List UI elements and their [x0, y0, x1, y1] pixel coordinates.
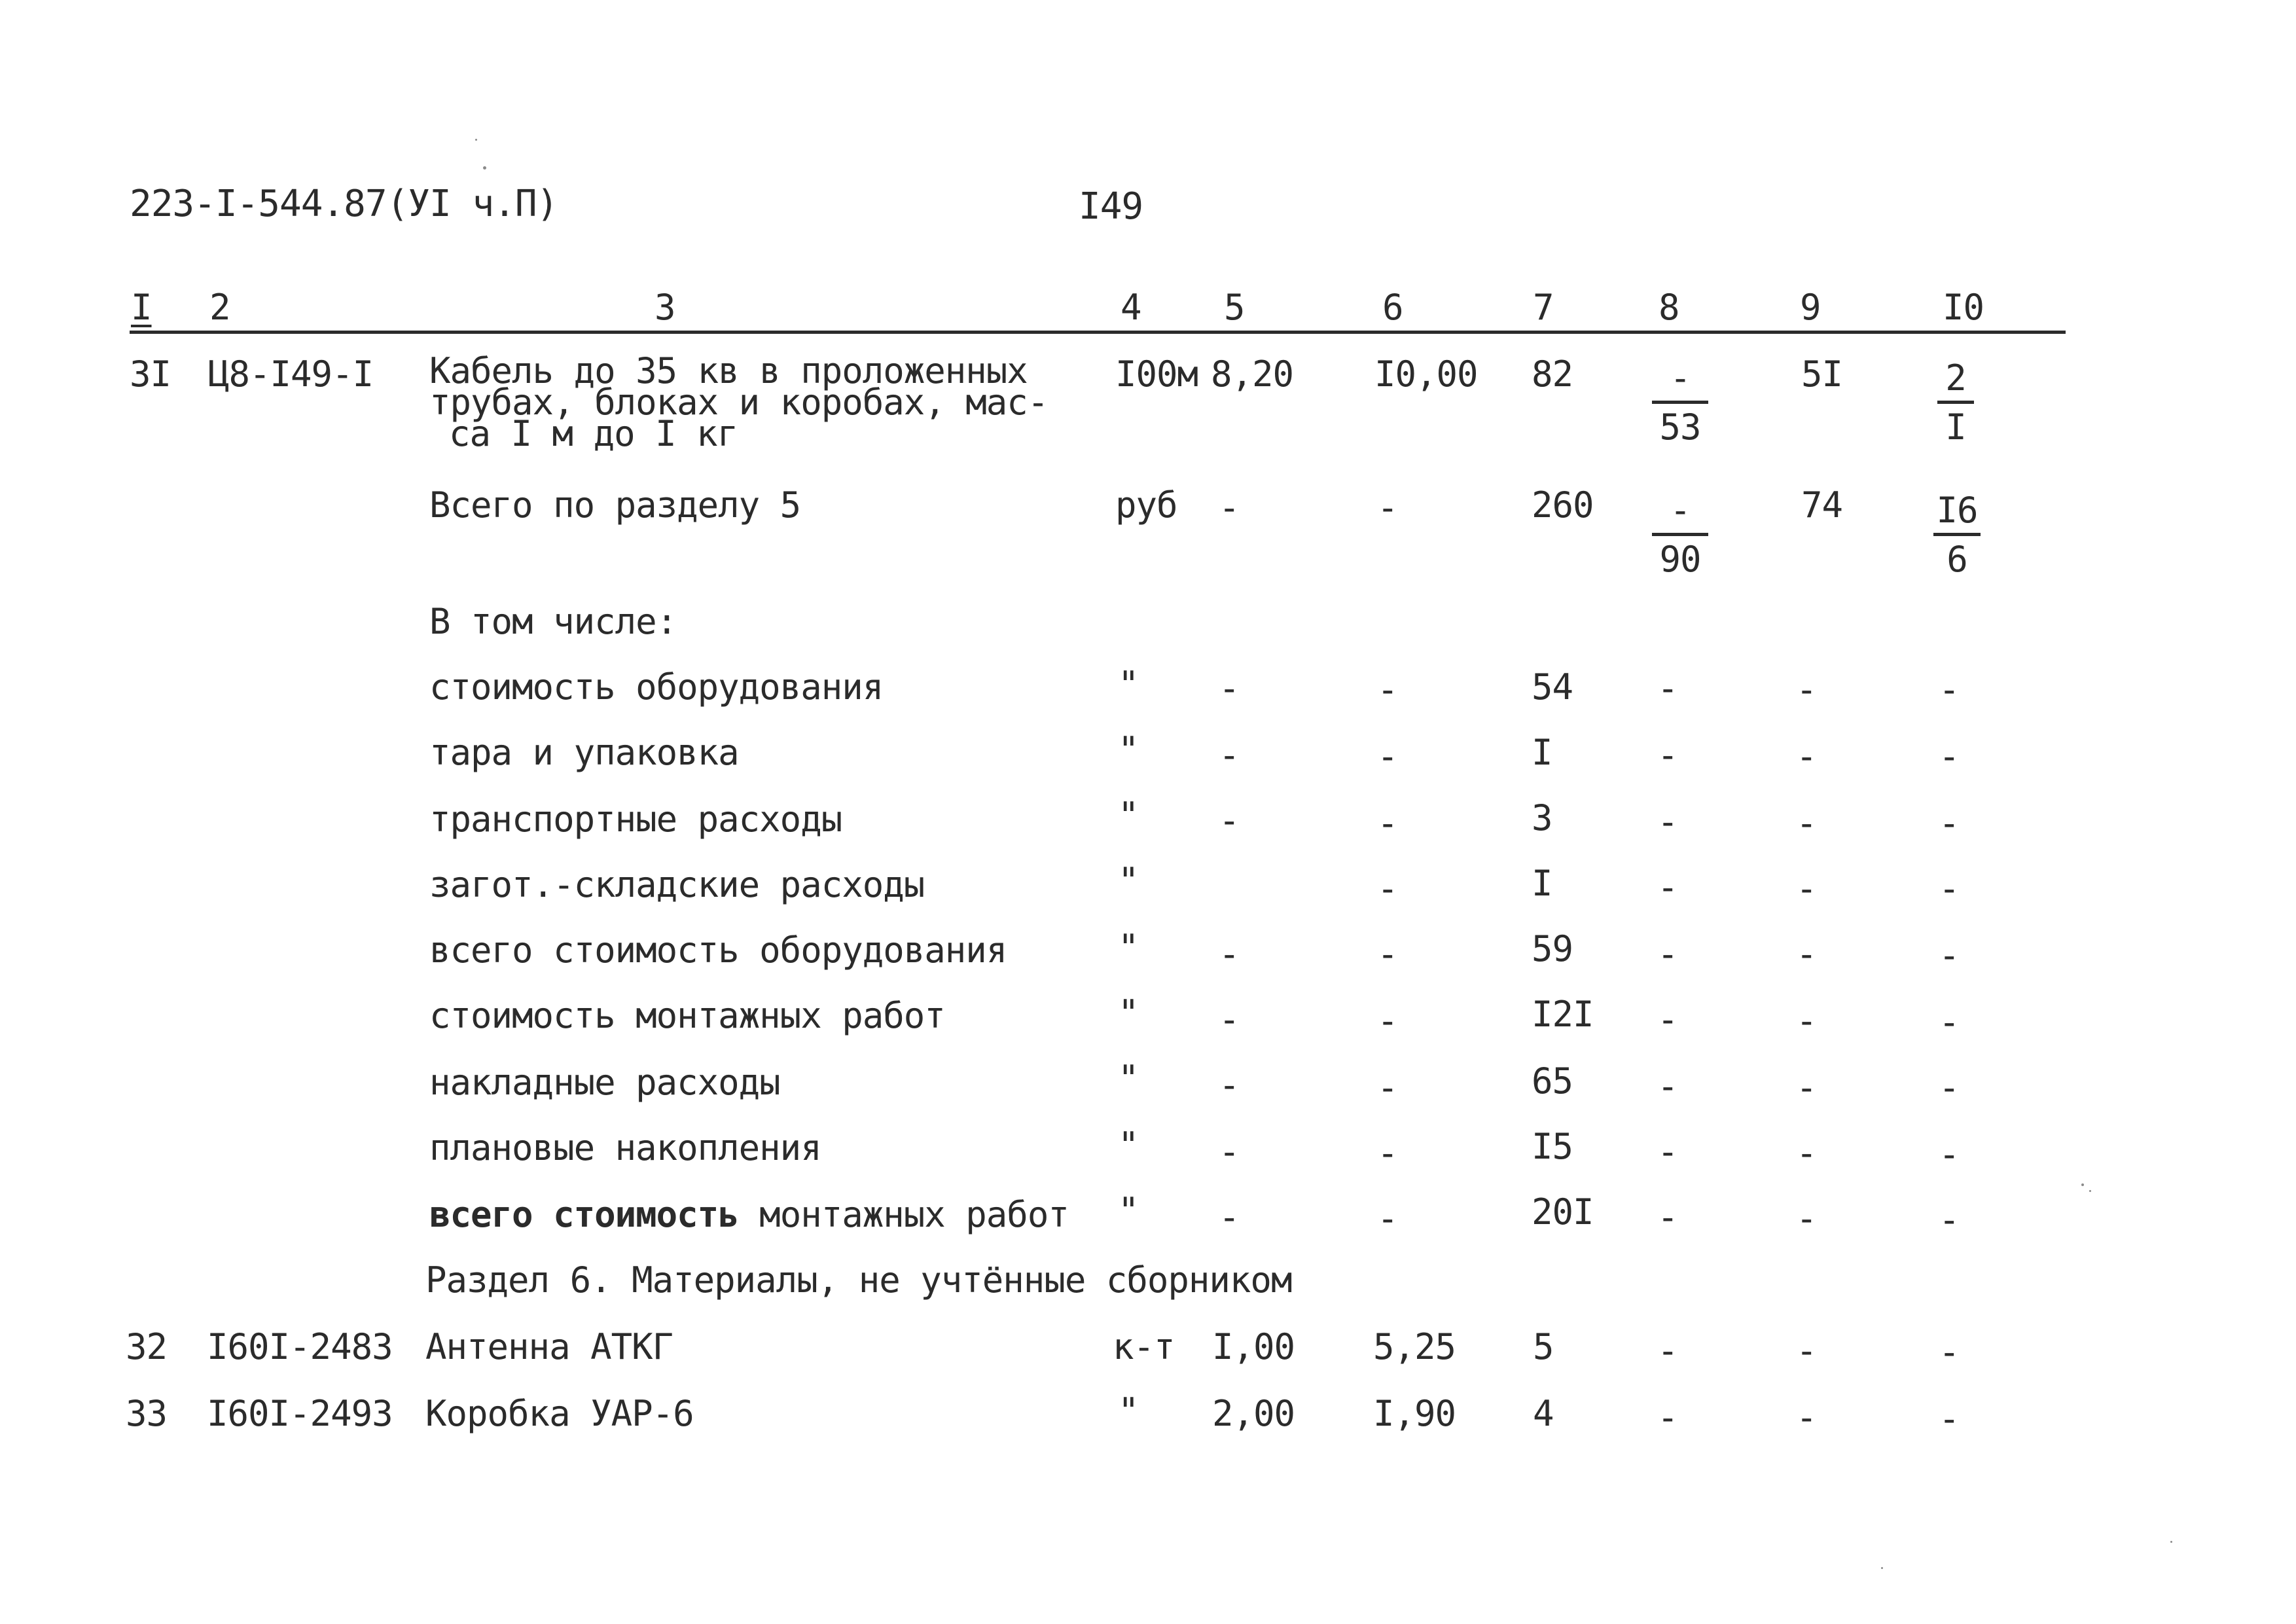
breakdown-col9: - — [1796, 868, 1817, 909]
breakdown-total: I5 — [1532, 1126, 1573, 1167]
item-name-line-2: трубах, блоках и коробах, мас- — [429, 382, 1049, 423]
item-total: 82 — [1532, 353, 1573, 395]
item-quantity: 2,00 — [1212, 1393, 1295, 1434]
breakdown-total: I2I — [1532, 994, 1594, 1035]
breakdown-unit: " — [1118, 860, 1139, 901]
document-code: 223-I-544.87(УI ч.П) — [130, 183, 558, 225]
breakdown-col8: - — [1657, 801, 1678, 842]
breakdown-col10: - — [1939, 1001, 1960, 1043]
column-header-3: 3 — [655, 287, 675, 328]
section-6-title: Раздел 6. Материалы, не учтённые сборником — [425, 1259, 1292, 1301]
breakdown-col8: - — [1657, 867, 1678, 908]
fraction-denominator: 6 — [1946, 539, 1967, 580]
item-name-line-1: Кабель до 35 кв в проложенных — [429, 350, 1028, 391]
item-unit: I00м — [1115, 353, 1198, 395]
breakdown-qty: - — [1219, 800, 1240, 841]
breakdown-col9: - — [1796, 1198, 1817, 1239]
breakdown-label: транспортные расходы — [429, 799, 842, 840]
breakdown-col9: - — [1796, 933, 1817, 975]
column-header-8: 8 — [1659, 287, 1679, 328]
breakdown-price: - — [1377, 1132, 1398, 1174]
breakdown-qty: - — [1219, 1064, 1240, 1106]
fraction-numerator: 2 — [1937, 359, 1974, 404]
breakdown-col8: - — [1657, 734, 1678, 776]
item-quantity: I,00 — [1212, 1326, 1295, 1367]
scan-speck — [1881, 1567, 1883, 1569]
breakdown-label: плановые накопления — [429, 1127, 821, 1168]
breakdown-unit: " — [1118, 729, 1139, 770]
item-name: Антенна АТКГ — [425, 1326, 673, 1367]
breakdown-col8: - — [1657, 1066, 1678, 1107]
item-price: I0,00 — [1374, 353, 1478, 395]
breakdown-qty: - — [1219, 668, 1240, 709]
item-col9: - — [1796, 1397, 1817, 1438]
item-price: 5,25 — [1373, 1326, 1456, 1367]
item-total: 4 — [1533, 1393, 1554, 1434]
item-code: I60I-2493 — [207, 1393, 393, 1434]
item-total: 5 — [1533, 1326, 1554, 1367]
scan-speck — [2089, 1190, 2091, 1192]
breakdown-col9: - — [1796, 736, 1817, 777]
breakdown-price: - — [1377, 1067, 1398, 1108]
item-name-line-3: са I м до I кг — [449, 413, 738, 454]
breakdown-col8: - — [1657, 999, 1678, 1040]
including-label: В том числе: — [429, 601, 677, 642]
breakdown-col10: - — [1939, 1134, 1960, 1175]
breakdown-price: - — [1377, 933, 1398, 975]
fraction-denominator: 53 — [1659, 406, 1701, 448]
breakdown-price: - — [1377, 1000, 1398, 1041]
item-price: I,90 — [1373, 1393, 1456, 1434]
breakdown-col8: - — [1657, 1197, 1678, 1238]
item-col10: - — [1939, 1331, 1960, 1373]
breakdown-label-rest: монтажных работ — [738, 1194, 1069, 1235]
breakdown-qty: - — [1219, 999, 1240, 1040]
breakdown-price: - — [1377, 669, 1398, 710]
breakdown-qty: - — [1219, 1131, 1240, 1172]
breakdown-label — [429, 1195, 1069, 1235]
breakdown-col9: - — [1796, 803, 1817, 844]
column-header-4: 4 — [1121, 287, 1141, 328]
breakdown-col9: - — [1796, 669, 1817, 710]
fraction-numerator: - — [1652, 491, 1708, 536]
scan-speck — [483, 166, 486, 170]
breakdown-total: I — [1532, 863, 1552, 904]
fraction-denominator: I — [1945, 406, 1966, 448]
breakdown-qty: - — [1219, 734, 1240, 776]
item-quantity: 8,20 — [1211, 353, 1294, 395]
breakdown-total: I — [1532, 732, 1552, 773]
breakdown-unit: " — [1118, 992, 1139, 1034]
item-col8-fraction — [1652, 359, 1708, 447]
item-unit: к-т — [1113, 1326, 1175, 1367]
breakdown-label: накладные расходы — [429, 1062, 780, 1103]
item-col10-fraction — [1937, 359, 1974, 447]
breakdown-col8: - — [1657, 1131, 1678, 1172]
column-header-7: 7 — [1533, 287, 1554, 328]
breakdown-unit: " — [1118, 1058, 1139, 1099]
breakdown-col8: - — [1657, 668, 1678, 709]
item-code: Ц8-I49-I — [208, 353, 374, 395]
item-col8: - — [1657, 1397, 1678, 1438]
breakdown-col10: - — [1939, 935, 1960, 976]
column-header-6: 6 — [1382, 287, 1403, 328]
item-col9: 5I — [1801, 353, 1843, 395]
breakdown-col10: - — [1939, 669, 1960, 710]
page-number: I49 — [1079, 185, 1143, 228]
breakdown-unit: " — [1118, 927, 1139, 968]
breakdown-label: стоимость монтажных работ — [429, 995, 945, 1036]
breakdown-label: стоимость оборудования — [429, 666, 884, 708]
breakdown-unit: " — [1118, 1125, 1139, 1166]
section-total-label: Всего по разделу 5 — [429, 484, 801, 526]
breakdown-col10: - — [1939, 1067, 1960, 1108]
column-header-5: 5 — [1224, 287, 1245, 328]
breakdown-qty: - — [1219, 933, 1240, 975]
breakdown-col10: - — [1939, 868, 1960, 909]
breakdown-col9: - — [1796, 1000, 1817, 1041]
breakdown-col10: - — [1939, 803, 1960, 844]
item-col10: - — [1939, 1398, 1960, 1439]
breakdown-unit: " — [1118, 664, 1139, 705]
breakdown-total: 59 — [1532, 928, 1573, 969]
section-total-col9: 74 — [1801, 484, 1843, 526]
fraction-numerator: I6 — [1933, 491, 1981, 536]
item-col9: - — [1796, 1330, 1817, 1371]
row-number: 32 — [126, 1326, 168, 1367]
column-header-2: 2 — [209, 287, 230, 328]
breakdown-col9: - — [1796, 1132, 1817, 1174]
breakdown-label: всего стоимость оборудования — [429, 929, 1007, 971]
breakdown-total: 65 — [1532, 1060, 1573, 1102]
scan-speck — [475, 139, 477, 141]
item-code: I60I-2483 — [207, 1326, 393, 1367]
breakdown-label: тара и упаковка — [429, 732, 739, 773]
breakdown-total: 3 — [1532, 797, 1552, 839]
breakdown-unit: " — [1118, 795, 1139, 836]
breakdown-unit: " — [1118, 1190, 1139, 1231]
column-header-10: I0 — [1943, 287, 1984, 328]
section-total-amount: 260 — [1532, 484, 1594, 526]
section-total-col8-fraction — [1652, 491, 1708, 579]
breakdown-col10: - — [1939, 736, 1960, 777]
column-header-1: I — [131, 287, 152, 328]
breakdown-total: 20I — [1532, 1191, 1594, 1233]
breakdown-price: - — [1377, 803, 1398, 844]
scan-speck — [2170, 1541, 2172, 1543]
breakdown-col10: - — [1939, 1199, 1960, 1240]
fraction-numerator: - — [1652, 359, 1708, 404]
item-unit: " — [1118, 1390, 1139, 1432]
breakdown-qty: - — [1219, 1197, 1240, 1238]
breakdown-price: - — [1377, 736, 1398, 777]
breakdown-label: загот.-складские расходы — [429, 864, 925, 905]
header-rule — [130, 331, 2066, 334]
scan-speck — [2081, 1183, 2084, 1186]
breakdown-price: - — [1377, 1198, 1398, 1239]
item-name: Коробка УАР-6 — [425, 1393, 694, 1434]
fraction-denominator: 90 — [1659, 539, 1701, 580]
breakdown-price: - — [1377, 868, 1398, 909]
section-total-price: - — [1377, 487, 1398, 528]
section-total-qty: - — [1219, 487, 1240, 528]
row-number: 3I — [130, 353, 171, 395]
column-header-9: 9 — [1800, 287, 1821, 328]
breakdown-total: 54 — [1532, 666, 1573, 708]
breakdown-col8: - — [1657, 933, 1678, 975]
breakdown-col9: - — [1796, 1067, 1817, 1108]
breakdown-label-bold: всего стоимость — [429, 1194, 739, 1235]
item-col8: - — [1657, 1330, 1678, 1371]
row-number: 33 — [126, 1393, 168, 1434]
section-total-col10-fraction — [1933, 491, 1981, 579]
section-total-unit: руб — [1115, 484, 1177, 526]
